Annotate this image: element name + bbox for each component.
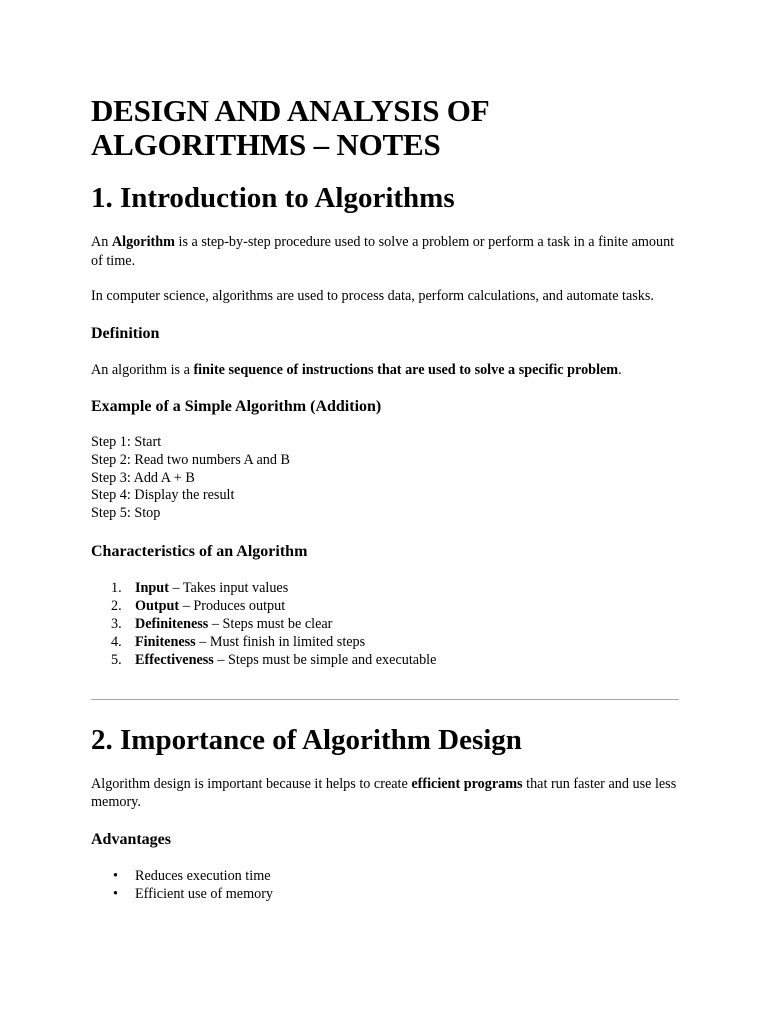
list-term: Definiteness — [135, 615, 209, 632]
step-line: Step 3: Add A + B — [91, 469, 195, 486]
advantages-heading: Advantages — [91, 830, 172, 848]
document-title-line-1: DESIGN AND ANALYSIS OF — [91, 93, 490, 128]
document-content — [91, 94, 681, 903]
section-2-heading: 2. Importance of Algorithm Design — [91, 723, 522, 756]
definition-paragraph — [91, 361, 681, 380]
list-term: Output — [135, 597, 180, 614]
definition-heading: Definition — [91, 324, 160, 342]
list-number: 5. — [111, 651, 122, 668]
characteristics-list — [91, 579, 681, 669]
list-description: – Steps must be simple and executable — [213, 651, 437, 668]
para-text: that run faster and use less memory. — [91, 775, 677, 811]
para-text: An — [91, 234, 112, 250]
list-term: Finiteness — [135, 633, 196, 650]
bullet-icon: • — [113, 867, 118, 884]
list-term: Effectiveness — [135, 651, 214, 668]
list-item — [91, 651, 681, 669]
para-bold-phrase: finite sequence of instructions that are used to solve a specific problem — [193, 361, 619, 378]
para-text: An algorithm is a — [91, 361, 194, 378]
list-item — [91, 579, 681, 597]
list-item — [91, 615, 681, 633]
list-description: – Steps must be clear — [208, 615, 333, 632]
step-line: Step 2: Read two numbers A and B — [91, 451, 291, 468]
document-title-line-2: ALGORITHMS – NOTES — [91, 127, 441, 162]
list-description: – Must finish in limited steps — [195, 633, 366, 650]
list-item — [91, 633, 681, 651]
list-text: Reduces execution time — [135, 867, 271, 884]
list-term: Input — [135, 579, 169, 596]
para-text: . — [618, 361, 622, 378]
section-1-paragraph-2: In computer science, algorithms are used to process data, perform calculations, and automate tasks. — [91, 288, 654, 304]
characteristics-heading: Characteristics of an Algorithm — [91, 542, 308, 560]
list-item — [91, 885, 681, 903]
section-1-paragraph-1 — [91, 233, 681, 270]
list-number: 2. — [111, 597, 122, 614]
advantages-list — [91, 867, 681, 903]
para-bold-phrase: efficient programs — [411, 775, 523, 792]
step-line: Step 4: Display the result — [91, 487, 235, 504]
example-heading: Example of a Simple Algorithm (Addition) — [91, 398, 382, 415]
document-title — [91, 94, 681, 162]
section-2-paragraph-1 — [91, 775, 681, 812]
step-line: Step 1: Start — [91, 434, 162, 450]
para-text: Algorithm design is important because it helps to create — [91, 775, 412, 792]
list-number: 4. — [111, 633, 122, 650]
para-bold-term: Algorithm — [111, 234, 175, 250]
list-item — [91, 867, 681, 885]
list-number: 1. — [111, 579, 122, 596]
section-divider — [91, 699, 679, 700]
para-text: is a step-by-step procedure used to solve a problem or perform a task in a finite amount of time. — [91, 234, 675, 269]
list-item — [91, 597, 681, 615]
bullet-icon: • — [113, 885, 118, 902]
list-description: – Takes input values — [168, 579, 289, 596]
algorithm-steps — [91, 434, 681, 523]
list-number: 3. — [111, 615, 122, 632]
step-line: Step 5: Stop — [91, 505, 161, 522]
list-text: Efficient use of memory — [135, 885, 274, 902]
list-description: – Produces output — [179, 597, 286, 614]
section-1-heading: 1. Introduction to Algorithms — [91, 182, 455, 214]
